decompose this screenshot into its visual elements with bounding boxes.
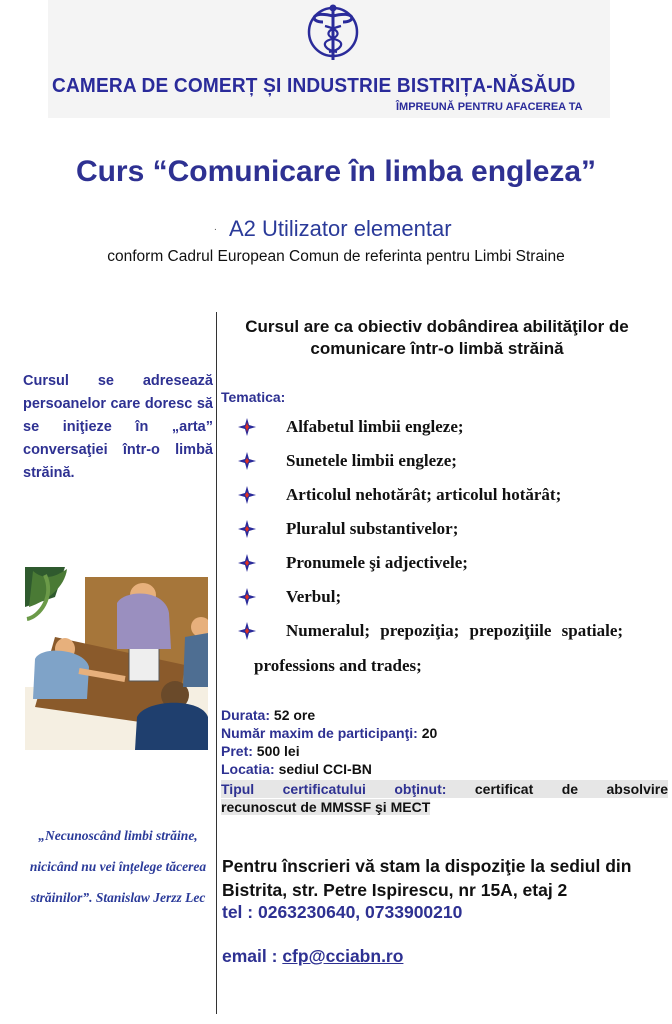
star-bullet-icon [238, 418, 256, 436]
topic-item-continuation: professions and trades; [254, 656, 422, 675]
level-marker: . [214, 222, 217, 233]
topics-heading: Tematica: [221, 389, 286, 405]
email-label: email : [222, 946, 283, 966]
topic-item: Numeralul; prepoziţia; prepoziţiile spatiale; [238, 621, 623, 641]
topic-item: Pronumele şi adjectivele; [238, 553, 468, 573]
star-bullet-icon [238, 622, 256, 640]
star-bullet-icon [238, 554, 256, 572]
email-link[interactable]: cfp@cciabn.ro [282, 946, 404, 966]
certificate-row: Tipul certificatului obţinut: certificat de absolvire [221, 781, 668, 797]
course-level: A2 Utilizator elementar [229, 216, 452, 241]
phone-numbers: tel : 0263230640, 0733900210 [222, 902, 463, 922]
star-bullet-icon [238, 486, 256, 504]
topic-item: Pluralul substantivelor; [238, 519, 458, 539]
quote-text: „Necunoscând limbi străine, nicicând nu vei înțelege tăcerea străinilor”. Stanislaw Jerzz Lec [29, 828, 207, 905]
course-objective: Cursul are ca obiectiv dobândirea abilităţilor de comunicare într-o limbă străină [245, 317, 629, 358]
enrollment-info: Pentru înscrieri vă stam la dispoziţie la sediul din Bistrita, str. Petre Ispirescu, nr 15A, etaj 2 [222, 856, 632, 900]
topic-item: Articolul nehotărât; articolul hotărât; [238, 485, 561, 505]
column-divider [216, 312, 217, 1014]
star-bullet-icon [238, 588, 256, 606]
meeting-clipart-image [25, 567, 208, 750]
email-row [222, 946, 403, 967]
location-row: Locatia: sediul CCI-BN [221, 761, 372, 777]
star-bullet-icon [238, 452, 256, 470]
duration-row: Durata: 52 ore [221, 707, 316, 723]
star-bullet-icon [238, 520, 256, 538]
course-title: Curs “Comunicare în limba engleza” [75, 155, 597, 188]
certificate-row-continuation: recunoscut de MMSSF şi MECT [221, 799, 431, 815]
participants-row: Număr maxim de participanţi: 20 [221, 725, 438, 741]
topic-item: Sunetele limbii engleze; [238, 451, 457, 471]
price-row: Pret: 500 lei [221, 743, 300, 759]
framework-reference: conform Cadrul European Comun de referinta pentru Limbi Straine [107, 248, 565, 265]
topic-item: Verbul; [238, 587, 341, 607]
target-audience-text: Cursul se adresează persoanelor care doresc să se iniţieze în „arta” conversaţiei într-o limbă străină. [23, 373, 213, 481]
organization-name: CAMERA DE COMERȚ ȘI INDUSTRIE BISTRIȚA-NĂSĂUD [52, 74, 576, 97]
caduceus-icon [303, 2, 363, 64]
topic-item: Alfabetul limbii engleze; [238, 417, 464, 437]
organization-tagline: ÎMPREUNĂ PENTRU AFACEREA TA [396, 101, 583, 113]
